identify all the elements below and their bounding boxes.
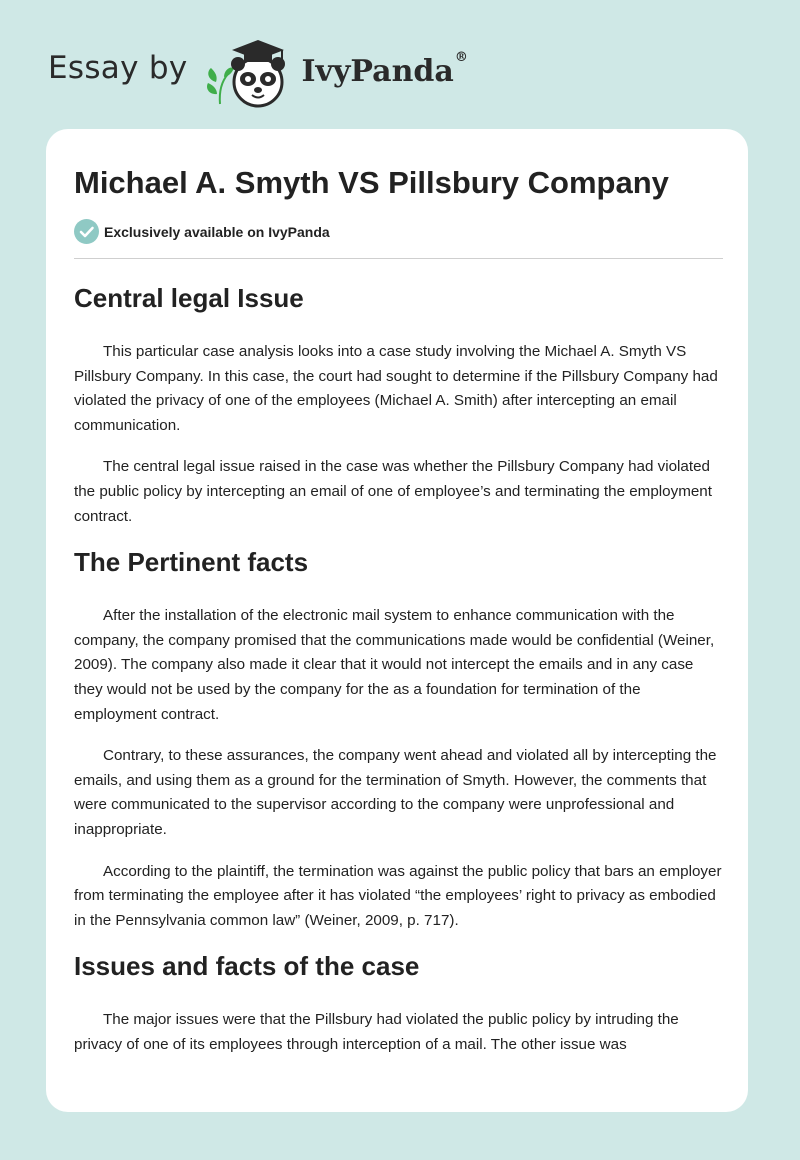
paragraph: According to the plaintiff, the termination was against the public policy that bars an employer from terminating the employee after it has violated “the employees’ right to privacy as embodied in the Pennsylvania common law” (Weiner, 2009, p. 717). <box>74 862 722 929</box>
essay-card <box>46 129 748 1112</box>
section-pertinent-facts <box>74 545 724 933</box>
section-issues-and-facts <box>74 949 724 1057</box>
paragraph: The major issues were that the Pillsbury had violated the public policy by intruding the privacy of one of its employees through interception of a mail. The other issue was <box>74 1011 679 1053</box>
section-heading: Central legal Issue <box>74 283 304 313</box>
essay-content <box>74 163 724 1057</box>
section-heading: The Pertinent facts <box>74 547 309 578</box>
registered-mark: ® <box>454 49 468 65</box>
brand-name[interactable] <box>301 49 468 89</box>
page-title: Michael A. Smyth VS Pillsbury Company <box>74 165 669 200</box>
site-header <box>48 32 468 108</box>
paragraph: Contrary, to these assurances, the company went ahead and violated all by intercepting the emails, and using them as a ground for the termination of Smyth. However, the comments that were communicated to the supervisor according to the company were unprofessional and inappropriate. <box>74 747 717 838</box>
check-circle-icon <box>74 219 99 244</box>
essay-by-label: Essay by <box>48 50 188 86</box>
paragraph: The central legal issue raised in the case was whether the Pillsbury Company had violated the public policy by intercepting an email of one of employee’s and terminating the employment contract. <box>74 458 712 525</box>
section-central-legal-issue <box>74 281 724 529</box>
brand-label: IvyPanda <box>301 53 454 89</box>
exclusive-badge-text: Exclusively available on IvyPanda <box>104 223 330 240</box>
paragraph: This particular case analysis looks into a case study involving the Michael A. Smyth VS Pillsbury Company. In this case, the court had sought to determine if the Pillsbury Company had violated the privacy of one of the employees (Michael A. Smith) after intercepting an email communication. <box>74 343 718 434</box>
title-divider <box>74 258 723 259</box>
exclusive-badge <box>74 219 724 244</box>
panda-graduate-logo-icon[interactable] <box>202 32 298 108</box>
paragraph: After the installation of the electronic mail system to enhance communication with the company, the company promised that the communications made would be confidential (Weiner, 2009). The company also made it clear that it would not intercept the emails and in any case they would not be used by the company for the as a foundation for termination of the employment contract. <box>74 607 715 723</box>
section-heading: Issues and facts of the case <box>74 951 420 982</box>
